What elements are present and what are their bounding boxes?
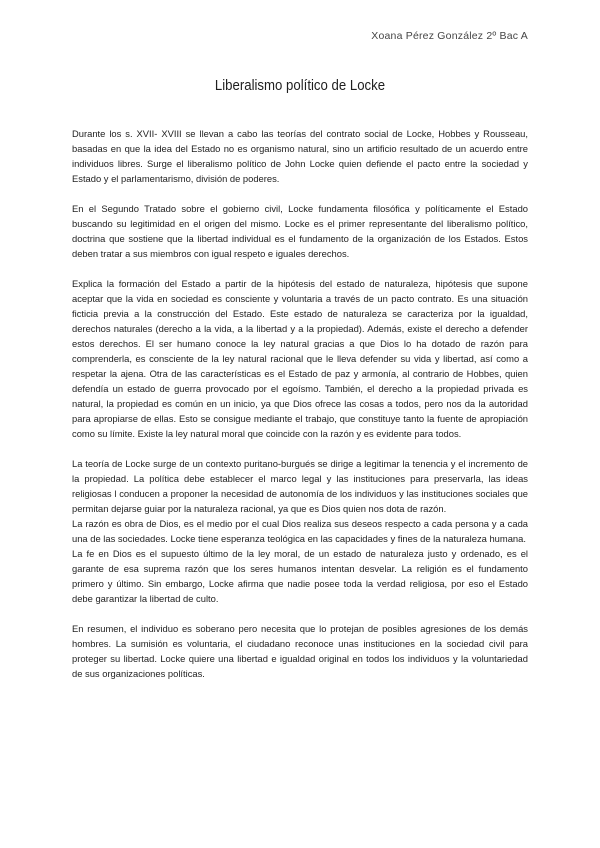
document-body — [72, 126, 528, 681]
paragraph-segundo-tratado: En el Segundo Tratado sobre el gobierno civil, Locke fundamenta filosófica y políticamente el Estado buscando su legitimidad en el origen del mismo. Locke es el primer representante del liberalismo político, doctrina que sostiene que la libertad individual es el fundamento de la organización de los Estados. Estos deben tratar a sus miembros con igual respeto e iguales derechos. — [72, 203, 528, 259]
author-header: Xoana Pérez González 2º Bac A — [371, 30, 528, 42]
paragraph-estado-naturaleza: Explica la formación del Estado a partir de la hipótesis del estado de naturaleza, hipótesis que supone aceptar que la vida en sociedad es consciente y voluntaria a través de un pacto contrato. Es una situación ficticia previa a la construcción del Estado. Este estado de naturaleza se caracteriza por la igualdad, derechos naturales (derecho a la vida, a la libertad y a la propiedad). Además, existe el derecho a defender estos derechos. El ser humano conoce la ley natural gracias a que Dios lo ha dotado de razón para comprenderla, es consciente de la ley natural racional que le lleva defender su vida y libertad, así como a respetar la ajena. Otra de las características es el Estado de paz y armonía, al contrario de Hobbes, quien defendía un estado de guerra provocado por el egoísmo. También, el derecho a la propiedad privada es natural, la propiedad es común en un inicio, ya que Dios ofrece las cosas a todos, pero nos da la autoridad para apropiarse de ellas. Esto se consigue mediante el trabajo, que constituye tanto la fuente de apropiación como su límite. Existe la ley natural moral que coincide con la razón y es evidente para todos. — [72, 278, 528, 439]
paragraph-razon-dios: La razón es obra de Dios, es el medio por el cual Dios realiza sus deseos respecto a cada persona y a cada una de las sociedades. Locke tiene esperanza teológica en las capacidades y fines de la naturaleza humana. — [72, 518, 528, 544]
paragraph-contexto-puritano: La teoría de Locke surge de un contexto puritano-burgués se dirige a legitimar la tenencia y el incremento de la propiedad. La política debe establecer el marco legal y las instituciones para preservarla, las ideas religiosas l conducen a proponer la necesidad de autonomía de los individuos y las instituciones sociales que permitan dejarse guiar por la naturaleza racional, ya que es Dios quien nos dota de razón. — [72, 458, 528, 514]
paragraph-intro: Durante los s. XVII- XVIII se llevan a cabo las teorías del contrato social de Locke, Hobbes y Rousseau, basadas en que la idea del Estado no es organismo natural, sino un artificio resultado de un acuerdo entre individuos libres. Surge el liberalismo político de John Locke quien defiende el pacto entre la sociedad y Estado y el parlamentarismo, división de poderes. — [72, 128, 528, 184]
page-title: Liberalismo político de Locke — [214, 77, 386, 94]
paragraph-fe-dios: La fe en Dios es el supuesto último de la ley moral, de un estado de naturaleza justo y ordenado, es el garante de esa suprema razón que los seres humanos intentan desvelar. La religión es el fundamento primero y último. Sin embargo, Locke afirma que nadie posee toda la verdad religiosa, por eso el Estado debe garantizar la libertad de culto. — [72, 548, 528, 604]
paragraph-resumen: En resumen, el individuo es soberano pero necesita que lo protejan de posibles agresiones de los demás hombres. La sumisión es voluntaria, el ciudadano reconoce unas instituciones en la sociedad civil para proteger su libertad. Locke quiere una libertad e igualdad original en todos los individuos y la voluntariedad de sus organizaciones políticas. — [72, 623, 528, 679]
